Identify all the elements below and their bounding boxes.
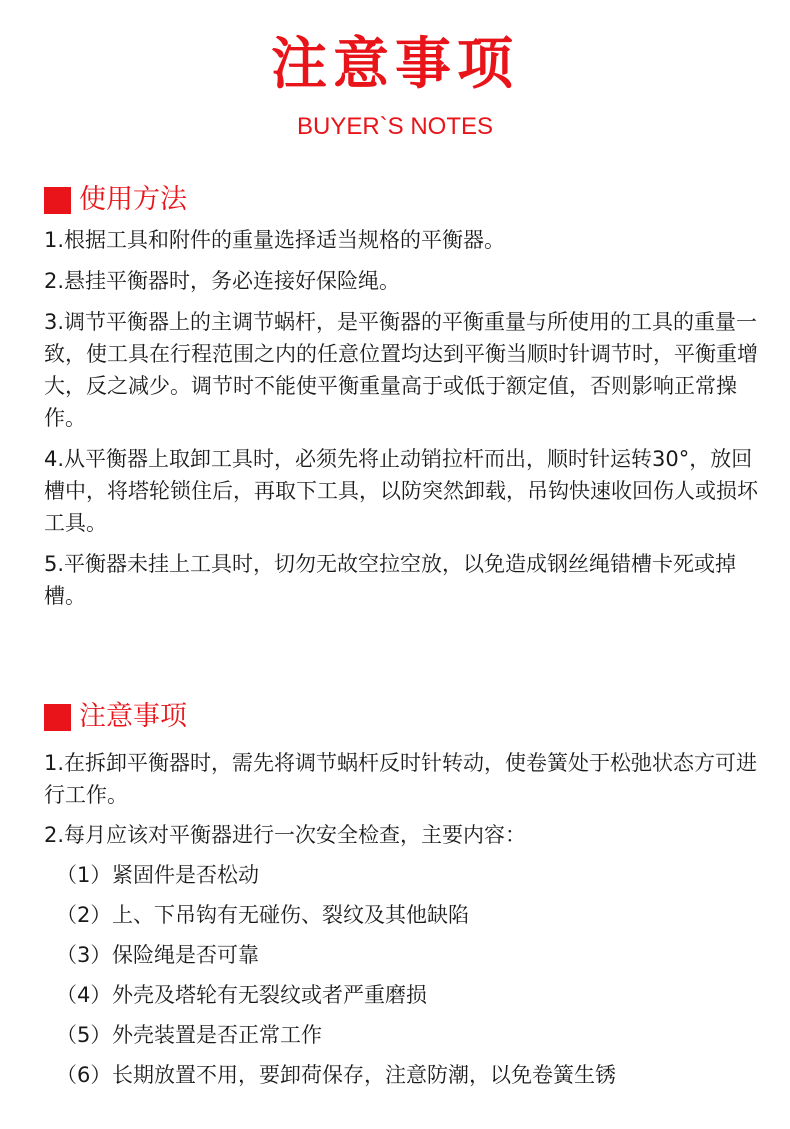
usage-section bbox=[44, 180, 760, 621]
usage-item-5: 5.平衡器未挂上工具时，切勿无故空拉空放，以免造成钢丝绳错槽卡死或掉槽。 bbox=[44, 552, 737, 608]
check-item bbox=[56, 979, 760, 1011]
check-item-number: （2） bbox=[56, 903, 112, 927]
check-item-text: 紧固件是否松动 bbox=[112, 863, 259, 887]
check-item-text: 保险绳是否可靠 bbox=[112, 943, 259, 967]
check-item bbox=[56, 899, 760, 931]
notes-item-1: 1.在拆卸平衡器时，需先将调节蜗杆反时针转动，使卷簧处于松弛状态方可进行工作。 bbox=[44, 751, 758, 807]
square-bullet-icon bbox=[44, 704, 71, 731]
usage-heading bbox=[44, 180, 760, 220]
page-subtitle: BUYER`S NOTES bbox=[296, 113, 494, 140]
page-header bbox=[0, 0, 790, 142]
check-item bbox=[56, 939, 760, 971]
check-item-text: 外壳及塔轮有无裂纹或者严重磨损 bbox=[112, 983, 427, 1007]
usage-item-4: 4.从平衡器上取卸工具时，必须先将止动销拉杆而出，顺时针运转30°，放回槽中，将塔轮锁住后，再取下工具，以防突然卸载，吊钩快速收回伤人或损坏工具。 bbox=[44, 447, 758, 535]
notes-section bbox=[44, 697, 760, 1099]
check-item bbox=[56, 859, 760, 891]
notes-heading bbox=[44, 697, 760, 737]
check-item bbox=[56, 1019, 760, 1051]
check-item-text: 外壳装置是否正常工作 bbox=[112, 1023, 322, 1047]
check-item-number: （1） bbox=[56, 863, 112, 887]
page-title: 注意事项 bbox=[271, 32, 519, 97]
check-item-number: （6） bbox=[56, 1063, 112, 1087]
check-item-text: 上、下吊钩有无碰伤、裂纹及其他缺陷 bbox=[112, 903, 469, 927]
usage-item-3: 3.调节平衡器上的主调节蜗杆，是平衡器的平衡重量与所使用的工具的重量一致，使工具在行程范围之内的任意位置均达到平衡当顺时针调节时，平衡重增大，反之减少。调节时不能使平衡重量高于或低于额定值，否则影响正常操作。 bbox=[44, 310, 758, 430]
check-item bbox=[56, 1059, 760, 1091]
notes-heading-text: 注意事项 bbox=[79, 701, 187, 732]
usage-item-1: 1.根据工具和附件的重量选择适当规格的平衡器。 bbox=[44, 228, 506, 252]
check-item-number: （3） bbox=[56, 943, 112, 967]
square-bullet-icon bbox=[44, 187, 71, 214]
check-item-number: （5） bbox=[56, 1023, 112, 1047]
check-item-number: （4） bbox=[56, 983, 112, 1007]
check-item-text: 长期放置不用，要卸荷保存，注意防潮，以免卷簧生锈 bbox=[112, 1063, 616, 1087]
notes-item-2: 2.每月应该对平衡器进行一次安全检查，主要内容： bbox=[44, 823, 527, 847]
usage-item-2: 2.悬挂平衡器时，务必连接好保险绳。 bbox=[44, 269, 401, 293]
usage-heading-text: 使用方法 bbox=[79, 184, 187, 215]
